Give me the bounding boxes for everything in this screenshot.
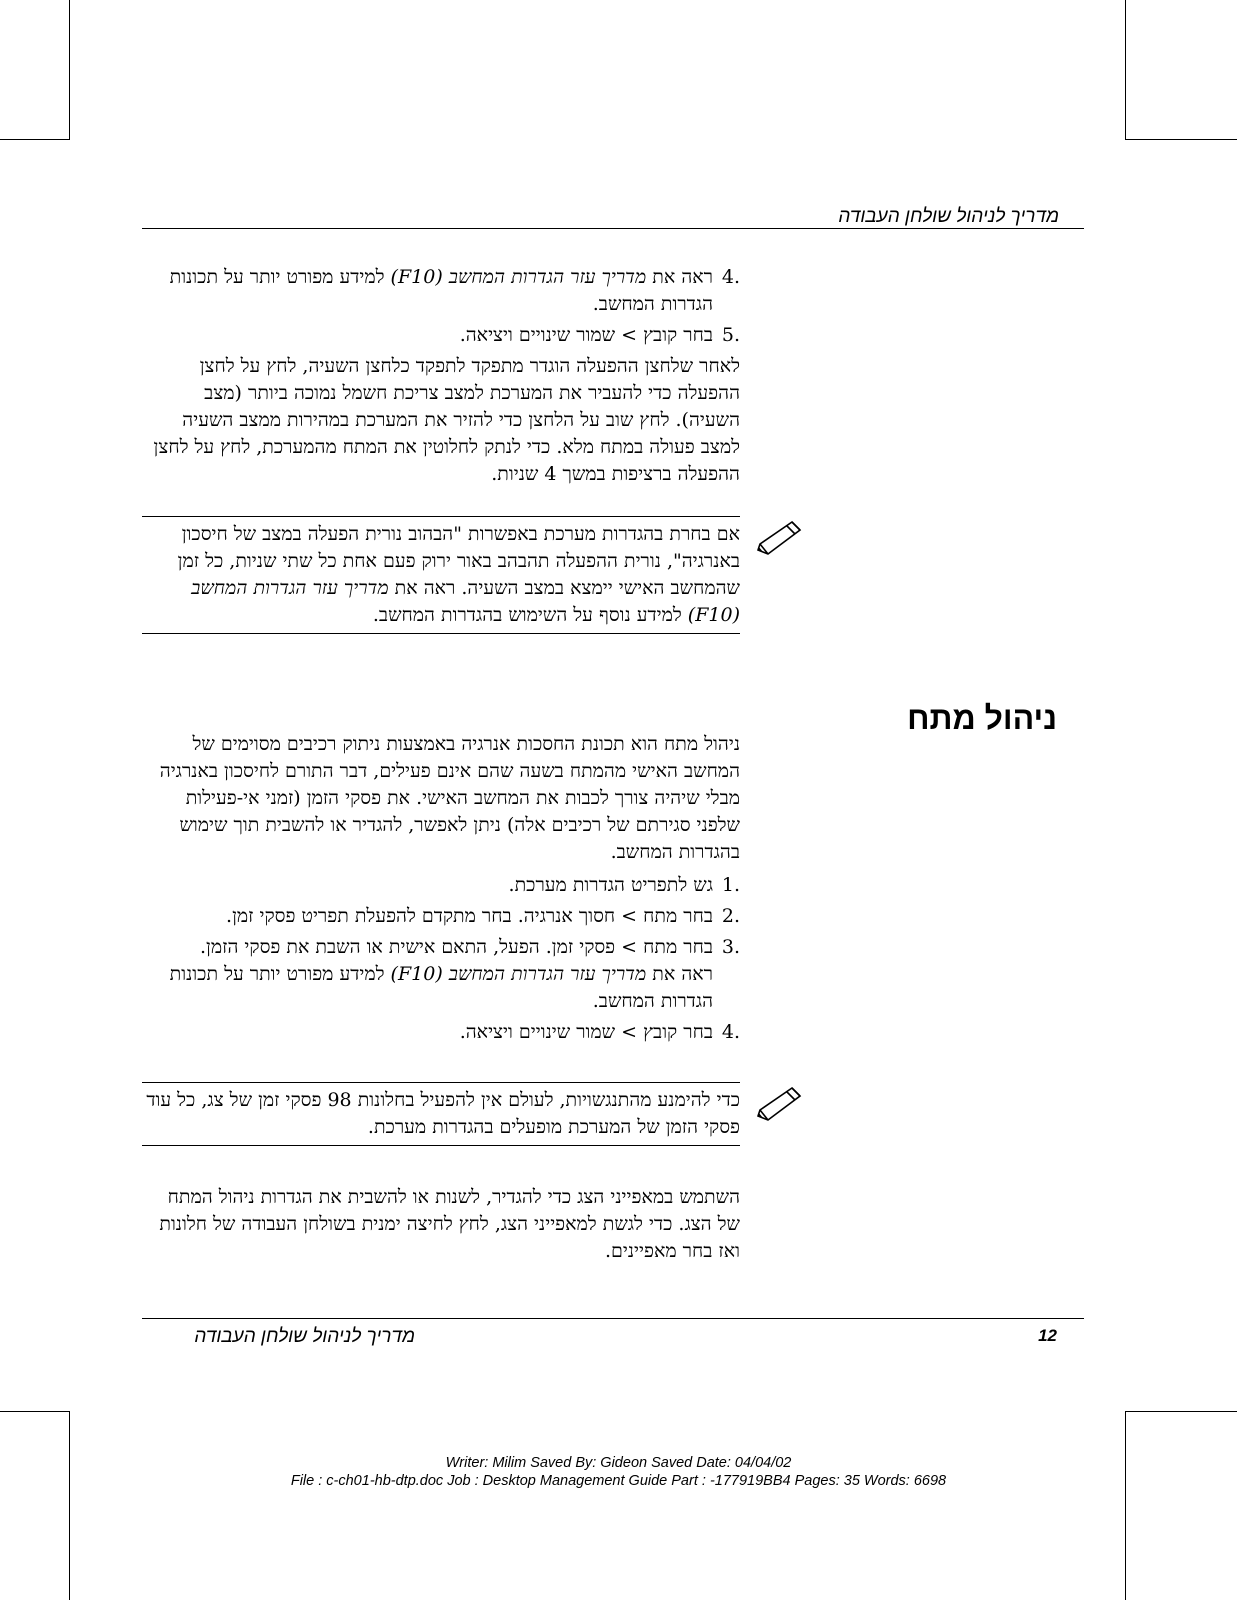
guide-reference: מדריך עזר הגדרות המחשב (F10) <box>191 577 740 626</box>
list-item <box>140 872 740 899</box>
list-item-text <box>140 264 713 318</box>
footer-rule <box>142 1318 1084 1319</box>
crop-mark <box>69 0 70 140</box>
list-item <box>140 264 740 318</box>
list-item-lead: ראה את <box>646 266 713 288</box>
list-number: 5. <box>721 324 740 346</box>
continuation-lead: ראה את <box>646 963 713 985</box>
running-header-title: מדריך לניהול שולחן העבודה <box>838 206 1059 227</box>
list-item-text: בחר קובץ > שמור שינויים ויציאה. <box>459 324 713 346</box>
section-heading: ניהול מתח <box>907 700 1057 736</box>
crop-mark <box>69 1411 70 1600</box>
list-item <box>140 934 740 961</box>
top-list <box>140 264 740 488</box>
display-properties-paragraph: השתמש במאפייני הצג כדי להגדיר, לשנות או להשבית את הגדרות ניהול המתח של הצג. כדי לגשת למאפייני הצג, לחץ לחיצה ימנית בשולחן העבודה של חלונות ואז בחר מאפיינים. <box>159 1186 740 1262</box>
list-number: 1. <box>721 874 740 896</box>
crop-mark <box>0 139 70 140</box>
section-paragraph: ניהול מתח הוא תכונת החסכות אנרגיה באמצעות ניתוק רכיבים מסוימים של המחשב האישי מהמתח בשעה שהם אינם פעילים, דבר התורם לחיסכון באנרגיה מבלי שיהיה צורך לכבות את המחשב האישי. את פסקי הזמן (זמני אי-פעילות שלפני סגירתם של רכיבים אלה) ניתן לאפשר, להגדיר או להשבית תוך שימוש בהגדרות המחשב. <box>159 733 740 863</box>
list-item-text: בחר קובץ > שמור שינויים ויציאה. <box>459 1021 713 1043</box>
pencil-note-icon <box>754 1084 804 1124</box>
running-footer-title: מדריך לניהול שולחן העבודה <box>194 1326 415 1347</box>
list-number: 4. <box>721 266 740 288</box>
note-body: אם בחרת בהגדרות מערכת באפשרות "הבהוב נורית הפעלה במצב של חיסכון באנרגיה", נורית ההפעלה תהבהב באור ירוק פעם אחת כל שתי שניות, כל זמן שהמחשב האישי יימצא במצב השעיה. ראה את <box>177 523 740 599</box>
closing-section <box>140 1184 740 1265</box>
note-tail: למידע נוסף על השימוש בהגדרות המחשב. <box>372 604 688 626</box>
list-item-text: בחר מתח > פסקי זמן. הפעל, התאם אישית או השבת את פסקי הזמן. <box>200 936 713 958</box>
continuation-tail: למידע מפורט יותר על תכונות הגדרות המחשב. <box>169 963 713 1012</box>
list-number: 3. <box>721 936 740 958</box>
section-body <box>140 731 740 1046</box>
note-text: כדי להימנע מהתנגשויות, לעולם אין להפעיל בחלונות 98 פסקי זמן של צג, כל עוד פסקי הזמן של המערכת מופעלים בהגדרות מערכת. <box>146 1089 740 1138</box>
list-item <box>140 1019 740 1046</box>
list-item-continuation <box>140 961 740 1015</box>
crop-mark <box>1125 1411 1237 1412</box>
crop-mark <box>0 1411 70 1412</box>
crop-mark <box>1125 1411 1126 1600</box>
list-number: 4. <box>721 1021 740 1043</box>
list-item <box>140 903 740 930</box>
note-box <box>142 1082 740 1146</box>
list-number: 2. <box>721 905 740 927</box>
list-item-tail: למידע מפורט יותר על תכונות הגדרות המחשב. <box>169 266 713 315</box>
note-box <box>142 516 740 634</box>
list-item-text: בחר מתח > חסוך אנרגיה. בחר מתקדם להפעלת תפריט פסקי זמן. <box>226 905 713 927</box>
guide-reference: מדריך עזר הגדרות המחשב (F10) <box>390 266 647 288</box>
note-text <box>142 517 740 633</box>
doc-meta-line1: Writer: Milim Saved By: Gideon Saved Date: 04/04/02 <box>445 1455 792 1471</box>
crop-mark <box>1125 139 1237 140</box>
list-item <box>140 322 740 349</box>
crop-mark <box>1125 0 1126 140</box>
guide-reference: מדריך עזר הגדרות המחשב (F10) <box>390 963 647 985</box>
header-rule <box>142 228 1084 229</box>
page-number: 12 <box>1038 1326 1057 1345</box>
pencil-note-icon <box>754 518 804 558</box>
list-item-text: גש לתפריט הגדרות מערכת. <box>508 874 713 896</box>
power-button-paragraph: לאחר שלחצן ההפעלה הוגדר מתפקד לתפקד כלחצן השעיה, לחץ על לחצן ההפעלה כדי להעביר את המערכת למצב צריכת חשמל נמוכה ביותר (מצב השעיה). לחץ שוב על הלחצן כדי להזיר את המערכת במהירות ממצב השעיה למצב פעולה במתח מלא. כדי לנתק לחלוטין את המתח מהמערכת, לחץ על לחצן ההפעלה ברציפות במשך 4 שניות. <box>153 355 740 485</box>
doc-meta-line2: File : c-ch01-hb-dtp.doc Job : Desktop Management Guide Part : -177919BB4 Pages: 35 Words: 6698 <box>290 1473 947 1489</box>
